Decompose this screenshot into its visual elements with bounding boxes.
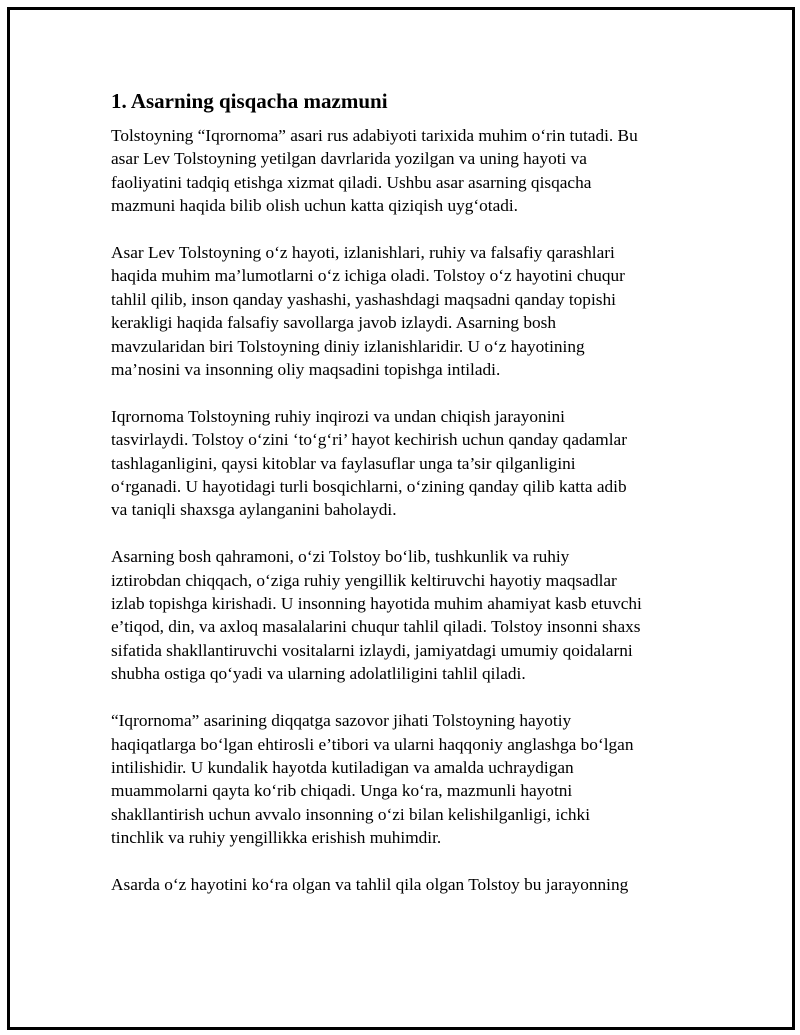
document-body (111, 88, 691, 920)
text-line: e’tiqod, din, va axloq masalalarini chuqur tahlil qiladi. Tolstoy insonni shaxs (111, 617, 641, 637)
text-line: tahlil qilib, inson qanday yashashi, yashashdagi maqsadni qanday topishi (111, 289, 616, 309)
text-line: Asarning bosh qahramoni, o‘zi Tolstoy bo‘lib, tushkunlik va ruhiy (111, 547, 570, 567)
text-line: tasvirlaydi. Tolstoy o‘zini ‘to‘g‘ri’ hayot kechirish uchun qanday qadamlar (111, 430, 627, 450)
text-line: shubha ostiga qo‘yadi va ularning adolatliligini tahlil qiladi. (111, 664, 526, 684)
text-line: mazmuni haqida bilib olish uchun katta qiziqish uyg‘otadi. (111, 196, 518, 216)
text-line: Asar Lev Tolstoyning o‘z hayoti, izlanishlari, ruhiy va falsafiy qarashlari (111, 243, 615, 263)
text-line: iztirobdan chiqqach, o‘ziga ruhiy yengillik keltiruvchi hayotiy maqsadlar (111, 570, 617, 590)
text-line: va taniqli shaxsga aylanganini baholaydi. (111, 500, 397, 520)
paragraph-5 (111, 709, 691, 849)
text-line: muammolarni qayta ko‘rib chiqadi. Unga ko‘ra, mazmunli hayotni (111, 781, 573, 801)
text-line: faoliyatini tadqiq etishga xizmat qiladi. Ushbu asar asarning qisqacha (111, 172, 592, 192)
text-line: izlab topishga kirishadi. U insonning hayotida muhim ahamiyat kasb etuvchi (111, 594, 642, 614)
text-line: “Iqrornoma” asarining diqqatga sazovor jihati Tolstoyning hayotiy (111, 711, 572, 731)
text-line: tinchlik va ruhiy yengillikka erishish muhimdir. (111, 828, 442, 848)
section-heading: 1. Asarning qisqacha mazmuni (111, 89, 388, 113)
text-line: tashlaganligini, qaysi kitoblar va faylasuflar unga ta’sir qilganligini (111, 453, 576, 473)
text-line: haqida muhim ma’lumotlarni o‘z ichiga oladi. Tolstoy o‘z hayotini chuqur (111, 266, 625, 286)
text-line: kerakligi haqida falsafiy savollarga javob izlaydi. Asarning bosh (111, 313, 557, 333)
paragraph-2 (111, 241, 691, 381)
text-line: sifatida shakllantiruvchi vositalarni izlaydi, jamiyatdagi umumiy qoidalarni (111, 640, 633, 660)
text-line: mavzularidan biri Tolstoyning diniy izlanishlaridir. U o‘z hayotining (111, 336, 585, 356)
text-line: shakllantirish uchun avvalo insonning o‘zi bilan kelishilganligi, ichki (111, 804, 590, 824)
paragraph-3 (111, 405, 691, 522)
text-line: haqiqatlarga bo‘lgan ehtirosli e’tibori va ularni haqqoniy anglashga bo‘lgan (111, 734, 634, 754)
text-line: Asarda o‘z hayotini ko‘ra olgan va tahlil qila olgan Tolstoy bu jarayonning (111, 874, 629, 894)
paragraph-1 (111, 124, 691, 218)
text-line: intilishidir. U kundalik hayotda kutiladigan va amalda uchraydigan (111, 757, 574, 777)
text-line: o‘rganadi. U hayotidagi turli bosqichlarni, o‘zining qanday qilib katta adib (111, 477, 627, 497)
text-line: Tolstoyning “Iqrornoma” asari rus adabiyoti tarixida muhim o‘rin tutadi. Bu (111, 126, 638, 145)
text-line: Iqrornoma Tolstoyning ruhiy inqirozi va undan chiqish jarayonini (111, 406, 565, 426)
text-line: asar Lev Tolstoyning yetilgan davrlarida yozilgan va uning hayoti va (111, 149, 587, 169)
text-line: ma’nosini va insonning oliy maqsadini topishga intiladi. (111, 360, 501, 380)
paragraph-6 (111, 873, 691, 896)
paragraph-4 (111, 545, 691, 685)
